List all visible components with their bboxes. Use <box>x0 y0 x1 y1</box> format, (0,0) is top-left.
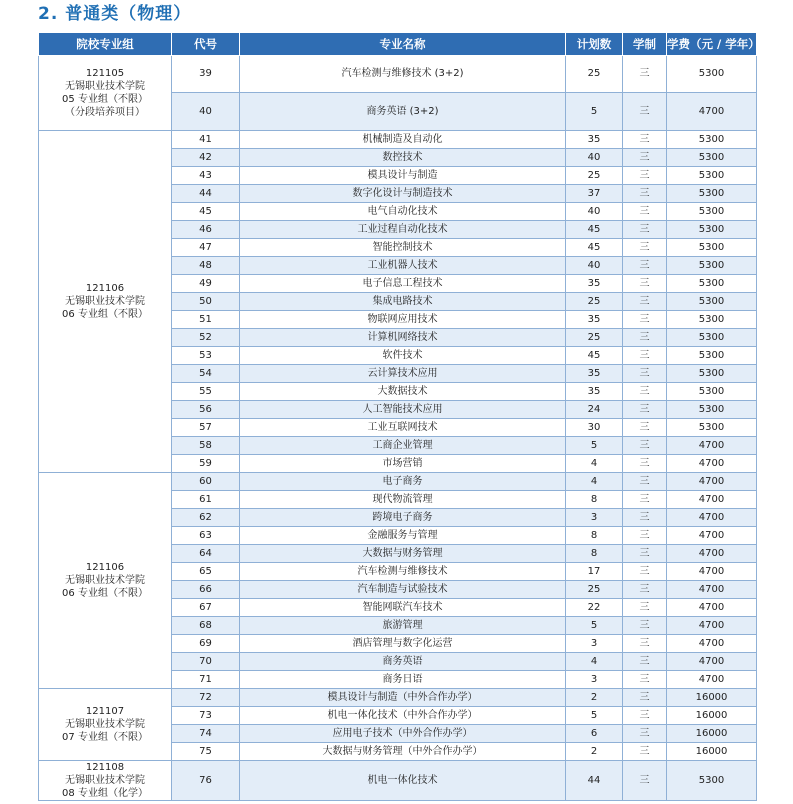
table-body <box>39 56 757 801</box>
code-cell: 54 <box>172 365 240 383</box>
plan-cell: 4 <box>566 473 623 491</box>
duration-cell: 三 <box>623 761 667 801</box>
plan-cell: 25 <box>566 293 623 311</box>
plan-cell: 3 <box>566 509 623 527</box>
code-cell: 67 <box>172 599 240 617</box>
duration-cell: 三 <box>623 221 667 239</box>
major-cell: 电子商务 <box>240 473 566 491</box>
code-cell: 40 <box>172 93 240 131</box>
major-cell: 工业互联网技术 <box>240 419 566 437</box>
fee-cell: 4700 <box>667 455 757 473</box>
plan-cell: 37 <box>566 185 623 203</box>
table-row <box>39 761 757 801</box>
code-cell: 69 <box>172 635 240 653</box>
plan-cell: 17 <box>566 563 623 581</box>
code-cell: 48 <box>172 257 240 275</box>
enrollment-plan-table <box>38 32 760 801</box>
major-cell: 跨境电子商务 <box>240 509 566 527</box>
plan-cell: 35 <box>566 275 623 293</box>
plan-cell: 5 <box>566 93 623 131</box>
plan-cell: 3 <box>566 635 623 653</box>
plan-cell: 5 <box>566 707 623 725</box>
duration-cell: 三 <box>623 743 667 761</box>
plan-cell: 35 <box>566 365 623 383</box>
duration-cell: 三 <box>623 347 667 365</box>
plan-cell: 45 <box>566 221 623 239</box>
code-cell: 71 <box>172 671 240 689</box>
group-cell-line: 无锡职业技术学院 <box>65 775 145 786</box>
code-cell: 51 <box>172 311 240 329</box>
fee-cell: 4700 <box>667 545 757 563</box>
fee-cell: 4700 <box>667 581 757 599</box>
fee-cell: 4700 <box>667 599 757 617</box>
major-cell: 汽车检测与维修技术 <box>240 563 566 581</box>
group-cell <box>39 689 172 761</box>
code-cell: 66 <box>172 581 240 599</box>
fee-cell: 4700 <box>667 617 757 635</box>
duration-cell: 三 <box>623 419 667 437</box>
duration-cell: 三 <box>623 509 667 527</box>
plan-cell: 5 <box>566 437 623 455</box>
group-cell <box>39 131 172 473</box>
code-cell: 39 <box>172 56 240 93</box>
plan-cell: 25 <box>566 581 623 599</box>
duration-cell: 三 <box>623 401 667 419</box>
plan-cell: 22 <box>566 599 623 617</box>
duration-cell: 三 <box>623 437 667 455</box>
plan-cell: 25 <box>566 167 623 185</box>
fee-cell: 5300 <box>667 293 757 311</box>
fee-cell: 16000 <box>667 707 757 725</box>
fee-cell: 5300 <box>667 239 757 257</box>
duration-cell: 三 <box>623 203 667 221</box>
major-cell: 商务日语 <box>240 671 566 689</box>
header-group: 院校专业组 <box>39 33 172 56</box>
group-cell-line: 无锡职业技术学院 <box>65 719 145 730</box>
group-cell-line: 无锡职业技术学院 <box>65 81 145 92</box>
code-cell: 49 <box>172 275 240 293</box>
code-cell: 76 <box>172 761 240 801</box>
code-cell: 42 <box>172 149 240 167</box>
group-cell-line: 08 专业组（化学） <box>62 788 148 799</box>
table-row <box>39 131 757 149</box>
major-cell: 人工智能技术应用 <box>240 401 566 419</box>
duration-cell: 三 <box>623 671 667 689</box>
duration-cell: 三 <box>623 689 667 707</box>
plan-cell: 4 <box>566 653 623 671</box>
plan-cell: 35 <box>566 311 623 329</box>
code-cell: 75 <box>172 743 240 761</box>
fee-cell: 5300 <box>667 419 757 437</box>
code-cell: 57 <box>172 419 240 437</box>
major-cell: 数字化设计与制造技术 <box>240 185 566 203</box>
fee-cell: 4700 <box>667 93 757 131</box>
duration-cell: 三 <box>623 473 667 491</box>
fee-cell: 5300 <box>667 329 757 347</box>
duration-cell: 三 <box>623 239 667 257</box>
code-cell: 65 <box>172 563 240 581</box>
major-cell: 电气自动化技术 <box>240 203 566 221</box>
code-cell: 50 <box>172 293 240 311</box>
code-cell: 44 <box>172 185 240 203</box>
duration-cell: 三 <box>623 93 667 131</box>
duration-cell: 三 <box>623 725 667 743</box>
duration-cell: 三 <box>623 617 667 635</box>
plan-cell: 45 <box>566 347 623 365</box>
plan-cell: 40 <box>566 203 623 221</box>
code-cell: 61 <box>172 491 240 509</box>
major-cell: 模具设计与制造（中外合作办学） <box>240 689 566 707</box>
fee-cell: 5300 <box>667 131 757 149</box>
major-cell: 计算机网络技术 <box>240 329 566 347</box>
major-cell: 电子信息工程技术 <box>240 275 566 293</box>
duration-cell: 三 <box>623 527 667 545</box>
duration-cell: 三 <box>623 563 667 581</box>
major-cell: 工商企业管理 <box>240 437 566 455</box>
code-cell: 70 <box>172 653 240 671</box>
major-cell: 大数据技术 <box>240 383 566 401</box>
major-cell: 工业机器人技术 <box>240 257 566 275</box>
major-cell: 工业过程自动化技术 <box>240 221 566 239</box>
duration-cell: 三 <box>623 653 667 671</box>
fee-cell: 4700 <box>667 491 757 509</box>
code-cell: 55 <box>172 383 240 401</box>
plan-cell: 6 <box>566 725 623 743</box>
fee-cell: 4700 <box>667 473 757 491</box>
fee-cell: 16000 <box>667 743 757 761</box>
duration-cell: 三 <box>623 293 667 311</box>
plan-cell: 2 <box>566 743 623 761</box>
fee-cell: 5300 <box>667 761 757 801</box>
major-cell: 机电一体化技术（中外合作办学） <box>240 707 566 725</box>
group-cell-line: 07 专业组（不限） <box>62 732 148 743</box>
fee-cell: 5300 <box>667 401 757 419</box>
plan-cell: 2 <box>566 689 623 707</box>
plan-cell: 5 <box>566 617 623 635</box>
group-cell-line: 121105 <box>85 68 125 79</box>
major-cell: 机械制造及自动化 <box>240 131 566 149</box>
major-cell: 物联网应用技术 <box>240 311 566 329</box>
fee-cell: 5300 <box>667 167 757 185</box>
group-cell-line: 121106 <box>85 562 125 573</box>
major-cell: 汽车检测与维修技术 (3+2) <box>240 56 566 93</box>
fee-cell: 4700 <box>667 563 757 581</box>
code-cell: 73 <box>172 707 240 725</box>
group-cell-line: 121108 <box>85 762 125 773</box>
major-cell: 集成电路技术 <box>240 293 566 311</box>
duration-cell: 三 <box>623 707 667 725</box>
code-cell: 74 <box>172 725 240 743</box>
fee-cell: 4700 <box>667 527 757 545</box>
group-cell-line: 05 专业组（不限） <box>62 94 148 105</box>
major-cell: 现代物流管理 <box>240 491 566 509</box>
code-cell: 43 <box>172 167 240 185</box>
duration-cell: 三 <box>623 185 667 203</box>
plan-cell: 25 <box>566 329 623 347</box>
code-cell: 72 <box>172 689 240 707</box>
plan-cell: 4 <box>566 455 623 473</box>
fee-cell: 5300 <box>667 383 757 401</box>
header-duration: 学制 <box>623 33 667 56</box>
group-cell-line: 无锡职业技术学院 <box>65 575 145 586</box>
plan-cell: 3 <box>566 671 623 689</box>
plan-cell: 40 <box>566 257 623 275</box>
fee-cell: 5300 <box>667 347 757 365</box>
fee-cell: 5300 <box>667 221 757 239</box>
fee-cell: 5300 <box>667 149 757 167</box>
duration-cell: 三 <box>623 365 667 383</box>
fee-cell: 5300 <box>667 203 757 221</box>
major-cell: 智能网联汽车技术 <box>240 599 566 617</box>
duration-cell: 三 <box>623 383 667 401</box>
code-cell: 47 <box>172 239 240 257</box>
plan-cell: 44 <box>566 761 623 801</box>
header-plan: 计划数 <box>566 33 623 56</box>
duration-cell: 三 <box>623 491 667 509</box>
table-header-row <box>39 33 757 56</box>
duration-cell: 三 <box>623 311 667 329</box>
section-title: 2. 普通类（物理） <box>38 4 192 24</box>
duration-cell: 三 <box>623 581 667 599</box>
code-cell: 41 <box>172 131 240 149</box>
fee-cell: 5300 <box>667 257 757 275</box>
group-cell-line: （分段培养项目） <box>65 107 145 118</box>
code-cell: 68 <box>172 617 240 635</box>
table-row <box>39 56 757 93</box>
group-cell <box>39 56 172 131</box>
duration-cell: 三 <box>623 545 667 563</box>
duration-cell: 三 <box>623 167 667 185</box>
header-code: 代号 <box>172 33 240 56</box>
duration-cell: 三 <box>623 455 667 473</box>
major-cell: 软件技术 <box>240 347 566 365</box>
major-cell: 酒店管理与数字化运营 <box>240 635 566 653</box>
group-cell-line: 06 专业组（不限） <box>62 588 148 599</box>
duration-cell: 三 <box>623 599 667 617</box>
duration-cell: 三 <box>623 635 667 653</box>
fee-cell: 4700 <box>667 653 757 671</box>
code-cell: 53 <box>172 347 240 365</box>
duration-cell: 三 <box>623 329 667 347</box>
plan-cell: 30 <box>566 419 623 437</box>
fee-cell: 16000 <box>667 725 757 743</box>
major-cell: 商务英语 (3+2) <box>240 93 566 131</box>
major-cell: 模具设计与制造 <box>240 167 566 185</box>
fee-cell: 5300 <box>667 311 757 329</box>
major-cell: 大数据与财务管理（中外合作办学） <box>240 743 566 761</box>
plan-cell: 24 <box>566 401 623 419</box>
plan-cell: 35 <box>566 131 623 149</box>
fee-cell: 5300 <box>667 56 757 93</box>
major-cell: 智能控制技术 <box>240 239 566 257</box>
plan-cell: 35 <box>566 383 623 401</box>
duration-cell: 三 <box>623 131 667 149</box>
fee-cell: 5300 <box>667 185 757 203</box>
header-major: 专业名称 <box>240 33 566 56</box>
code-cell: 52 <box>172 329 240 347</box>
header-fee: 学费（元 / 学年） <box>667 33 757 56</box>
major-cell: 数控技术 <box>240 149 566 167</box>
fee-cell: 5300 <box>667 365 757 383</box>
major-cell: 汽车制造与试验技术 <box>240 581 566 599</box>
plan-cell: 8 <box>566 491 623 509</box>
code-cell: 62 <box>172 509 240 527</box>
plan-cell: 8 <box>566 545 623 563</box>
table-row <box>39 473 757 491</box>
major-cell: 云计算技术应用 <box>240 365 566 383</box>
major-cell: 金融服务与管理 <box>240 527 566 545</box>
code-cell: 45 <box>172 203 240 221</box>
code-cell: 58 <box>172 437 240 455</box>
group-cell <box>39 761 172 801</box>
major-cell: 应用电子技术（中外合作办学） <box>240 725 566 743</box>
plan-cell: 40 <box>566 149 623 167</box>
duration-cell: 三 <box>623 56 667 93</box>
plan-cell: 45 <box>566 239 623 257</box>
code-cell: 64 <box>172 545 240 563</box>
major-cell: 机电一体化技术 <box>240 761 566 801</box>
fee-cell: 4700 <box>667 509 757 527</box>
code-cell: 60 <box>172 473 240 491</box>
major-cell: 旅游管理 <box>240 617 566 635</box>
group-cell-line: 06 专业组（不限） <box>62 309 148 320</box>
code-cell: 63 <box>172 527 240 545</box>
fee-cell: 4700 <box>667 635 757 653</box>
code-cell: 56 <box>172 401 240 419</box>
plan-cell: 8 <box>566 527 623 545</box>
table-row <box>39 689 757 707</box>
group-cell-line: 121107 <box>85 706 125 717</box>
fee-cell: 5300 <box>667 275 757 293</box>
group-cell-line: 无锡职业技术学院 <box>65 296 145 307</box>
major-cell: 商务英语 <box>240 653 566 671</box>
major-cell: 大数据与财务管理 <box>240 545 566 563</box>
code-cell: 46 <box>172 221 240 239</box>
group-cell-line: 121106 <box>85 283 125 294</box>
major-cell: 市场营销 <box>240 455 566 473</box>
duration-cell: 三 <box>623 149 667 167</box>
fee-cell: 16000 <box>667 689 757 707</box>
code-cell: 59 <box>172 455 240 473</box>
group-cell <box>39 473 172 689</box>
duration-cell: 三 <box>623 257 667 275</box>
fee-cell: 4700 <box>667 671 757 689</box>
duration-cell: 三 <box>623 275 667 293</box>
plan-cell: 25 <box>566 56 623 93</box>
fee-cell: 4700 <box>667 437 757 455</box>
